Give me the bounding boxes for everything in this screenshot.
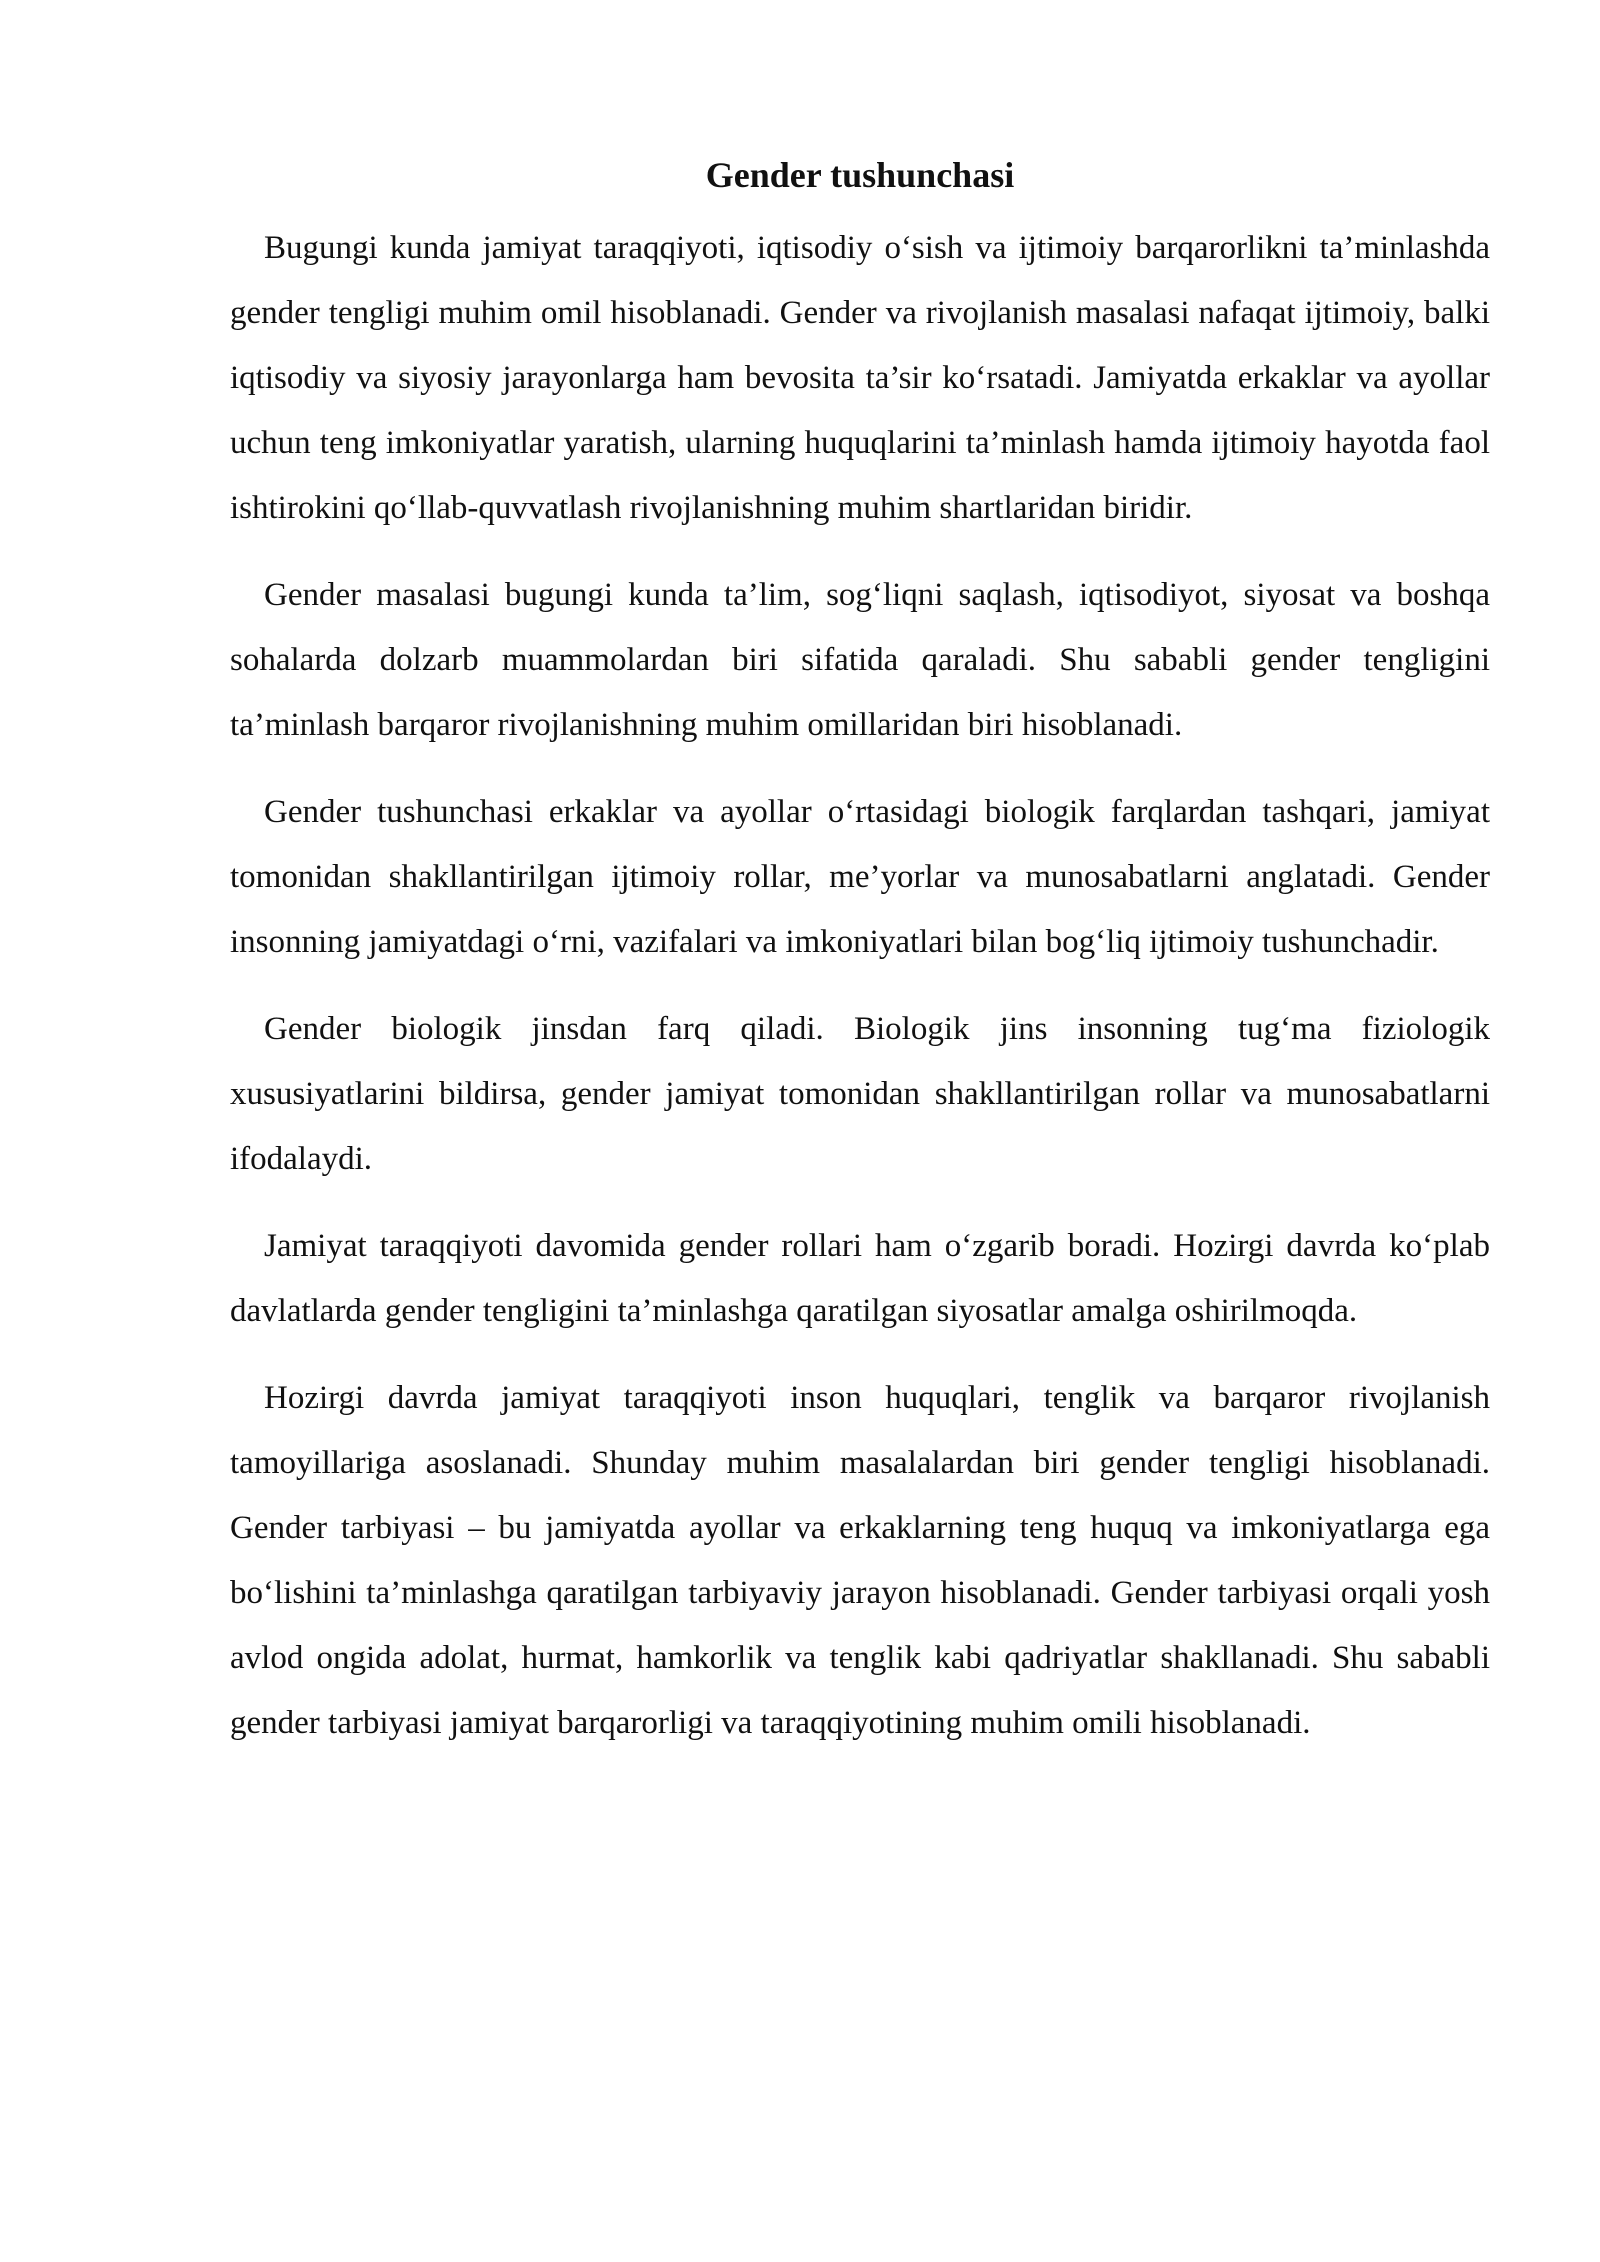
document-body xyxy=(230,148,1490,1778)
document-title: Gender tushunchasi xyxy=(705,155,1015,195)
paragraph-3: Gender tushunchasi erkaklar va ayollar o‘rtasidagi biologik farqlardan tashqari, jamiyat tomonidan shakllantirilgan ijtimoiy rollar, me’yorlar va munosabatlarni anglatadi. Gender insonning jamiyatdagi o‘rni, vazifalari va imkoniyatlari bilan bog‘liq ijtimoiy tushunchadir. xyxy=(230,794,1490,960)
paragraph-5: Jamiyat taraqqiyoti davomida gender rollari ham o‘zgarib boradi. Hozirgi davrda ko‘plab davlatlarda gender tengligini ta’minlashga qaratilgan siyosatlar amalga oshirilmoqda. xyxy=(230,1228,1490,1329)
paragraph-6: Hozirgi davrda jamiyat taraqqiyoti inson huquqlari, tenglik va barqaror rivojlanish tamoyillariga asoslanadi. Shunday muhim masalalardan biri gender tengligi hisoblanadi. Gender tarbiyasi – bu jamiyatda ayollar va erkaklarning teng huquq va imkoniyatlarga ega bo‘lishini ta’minlashga qaratilgan tarbiyaviy jarayon hisoblanadi. Gender tarbiyasi orqali yosh avlod ongida adolat, hurmat, hamkorlik va tenglik kabi qadriyatlar shakllanadi. Shu sababli gender tarbiyasi jamiyat barqarorligi va taraqqiyotining muhim omili hisoblanadi. xyxy=(230,1380,1490,1741)
paragraph-1: Bugungi kunda jamiyat taraqqiyoti, iqtisodiy o‘sish va ijtimoiy barqarorlikni ta’minlashda gender tengligi muhim omil hisoblanadi. Gender va rivojlanish masalasi nafaqat ijtimoiy, balki iqtisodiy va siyosiy jarayonlarga ham bevosita ta’sir ko‘rsatadi. Jamiyatda erkaklar va ayollar uchun teng imkoniyatlar yaratish, ularning huquqlarini ta’minlash hamda ijtimoiy hayotda faol ishtirokini qo‘llab-quvvatlash rivojlanishning muhim shartlaridan biridir. xyxy=(230,230,1490,526)
paragraph-4: Gender biologik jinsdan farq qiladi. Biologik jins insonning tug‘ma fiziologik xususiyatlarini bildirsa, gender jamiyat tomonidan shakllantirilgan rollar va munosabatlarni ifodalaydi. xyxy=(230,1011,1490,1177)
paragraph-2: Gender masalasi bugungi kunda ta’lim, sog‘liqni saqlash, iqtisodiyot, siyosat va boshqa sohalarda dolzarb muammolardan biri sifatida qaraladi. Shu sababli gender tengligini ta’minlash barqaror rivojlanishning muhim omillaridan biri hisoblanadi. xyxy=(230,577,1490,743)
